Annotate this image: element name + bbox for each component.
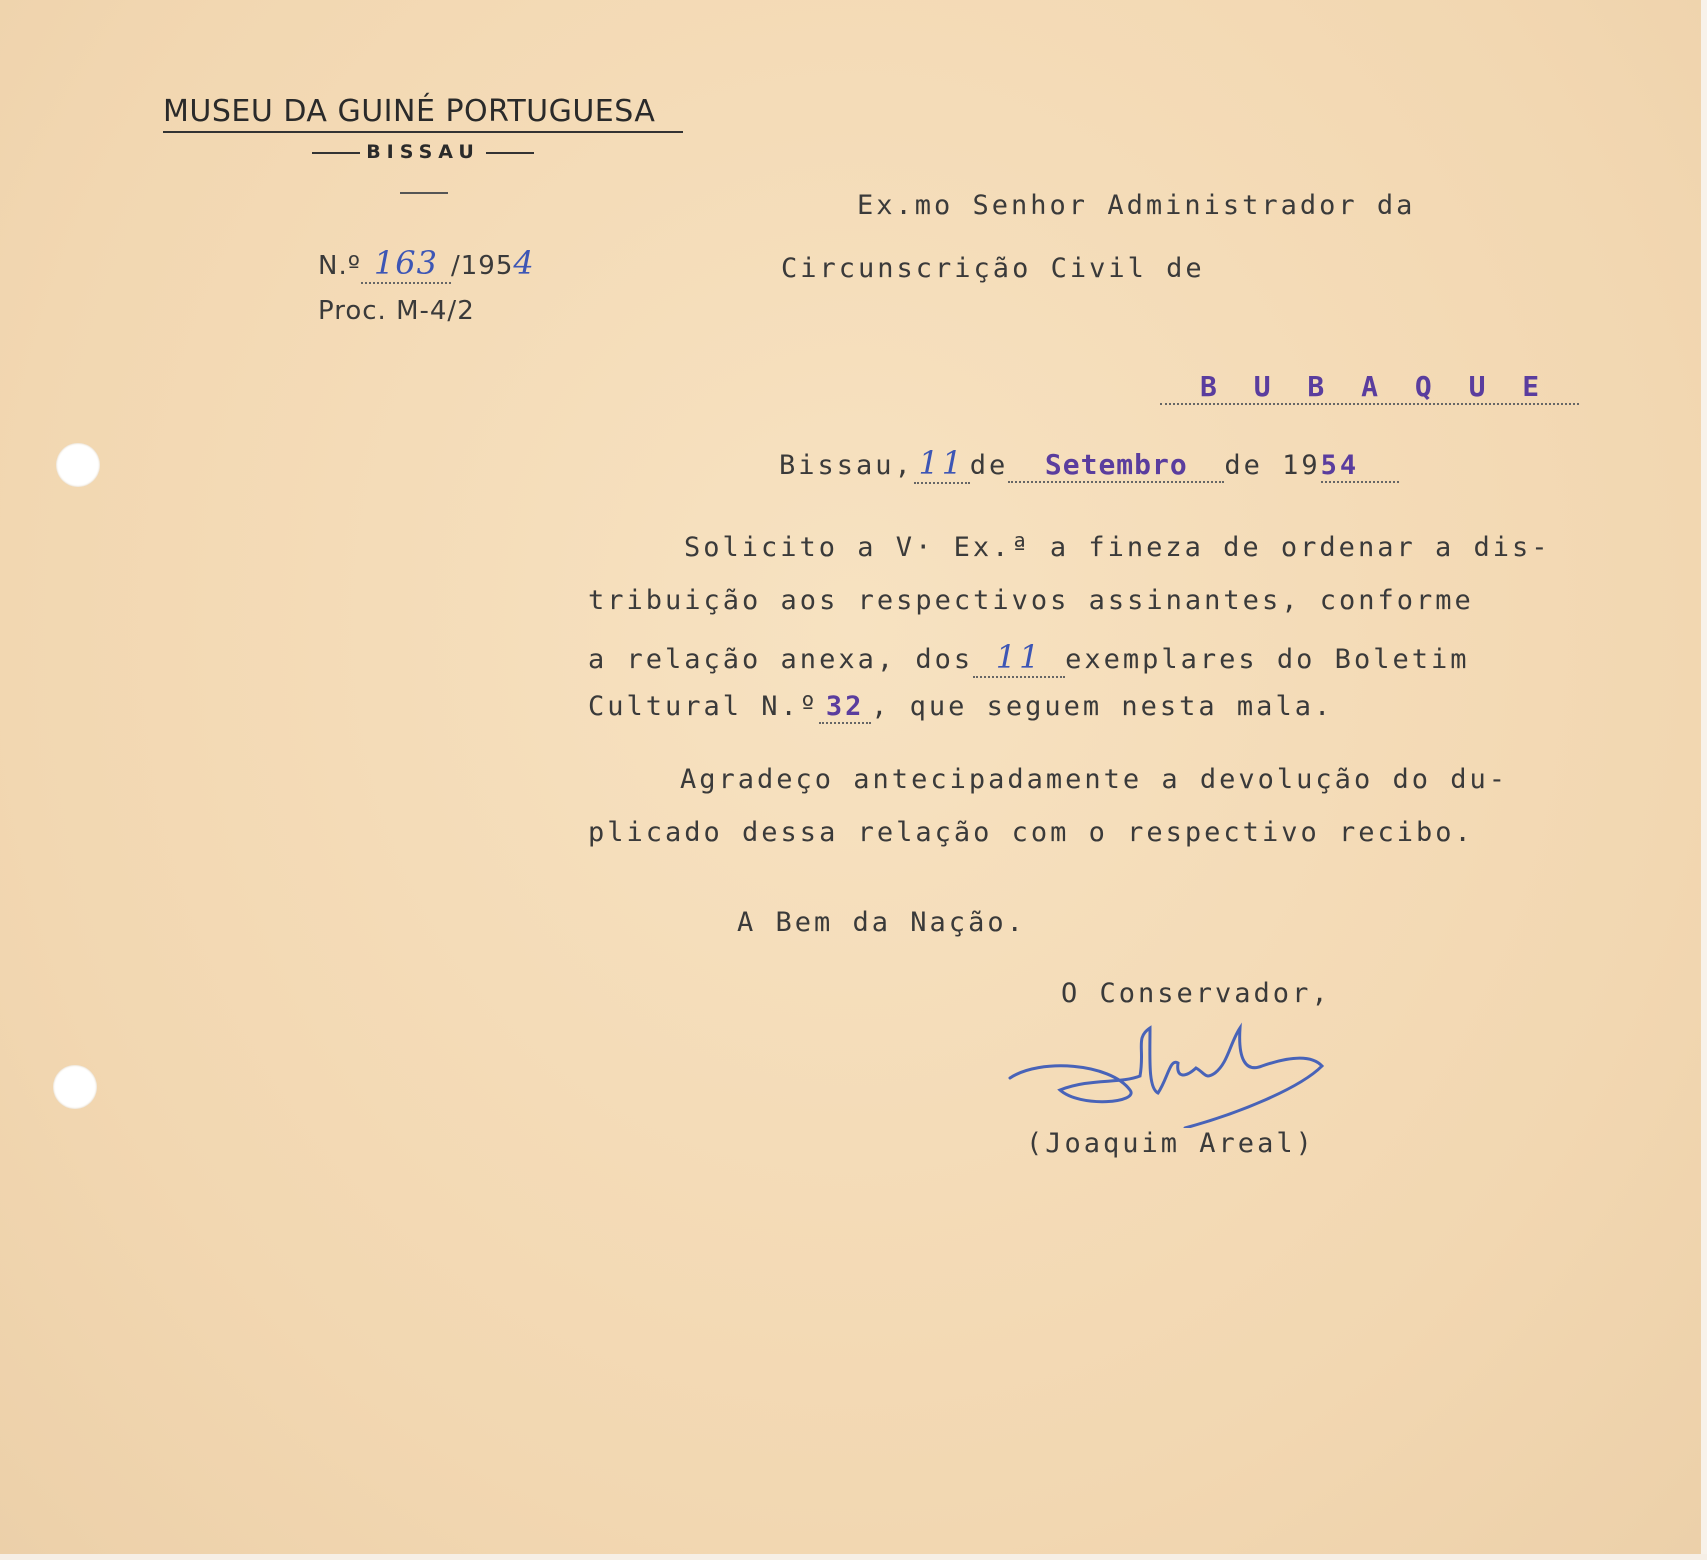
slash: /: [450, 251, 461, 281]
addressee-line-1: Ex.mo Senhor Administrador da: [857, 190, 1416, 221]
date-year-prefix: 19: [1282, 450, 1321, 481]
date-de: de: [969, 450, 1009, 481]
punch-hole: [53, 1065, 97, 1109]
page-edge: [1701, 0, 1707, 1560]
signatory-role: O Conservador,: [1061, 978, 1331, 1009]
divider: [400, 192, 448, 194]
date-city: Bissau,: [779, 450, 914, 481]
date-day: 11: [914, 444, 970, 484]
body-line: Solicito a V· Ex.ª a fineza de ordenar a dis-: [684, 532, 1551, 563]
date-month: Setembro: [1008, 448, 1224, 483]
divider: [486, 152, 534, 154]
body-text: , que seguem nesta mala.: [871, 691, 1334, 722]
date-year-suffix: 54: [1321, 450, 1400, 483]
body-line: Agradeço antecipadamente a devolução do du-: [680, 764, 1508, 795]
copies-count: 11: [973, 638, 1065, 678]
bulletin-number: 32: [819, 691, 871, 724]
city-name: BISSAU: [366, 141, 480, 163]
body-text: a relação anexa, dos: [588, 644, 974, 675]
signatory-name: (Joaquim Areal): [1026, 1128, 1315, 1159]
salutation: A Bem da Nação.: [737, 907, 1026, 938]
dateline: [779, 444, 1399, 484]
addressee-line-2: Circunscrição Civil de: [781, 253, 1205, 284]
institution-name: MUSEU DA GUINÉ PORTUGUESA: [163, 94, 683, 133]
letterhead-city: [163, 141, 683, 163]
page-edge: [0, 1554, 1707, 1560]
place-name: B U B A Q U E: [1160, 370, 1579, 405]
number-handwritten: 163: [361, 244, 451, 284]
body-text: exemplares do Boletim: [1065, 644, 1470, 675]
body-line: [588, 638, 1469, 678]
date-de: de: [1224, 450, 1263, 481]
year-handwritten: 4: [513, 244, 535, 282]
process-number: Proc. M-4/2: [318, 296, 475, 326]
year-printed: 195: [460, 251, 514, 281]
reference-number: [318, 244, 535, 284]
addressee-place: [1160, 370, 1579, 405]
body-text: Cultural N.º: [588, 691, 820, 722]
divider: [312, 152, 360, 154]
number-prefix: N.º: [318, 251, 361, 281]
body-line: tribuição aos respectivos assinantes, conforme: [588, 585, 1474, 616]
signature: [1000, 1018, 1340, 1128]
body-line: plicado dessa relação com o respectivo recibo.: [588, 817, 1474, 848]
letterhead: [163, 94, 683, 163]
punch-hole: [56, 443, 100, 487]
body-line: [588, 691, 1333, 724]
